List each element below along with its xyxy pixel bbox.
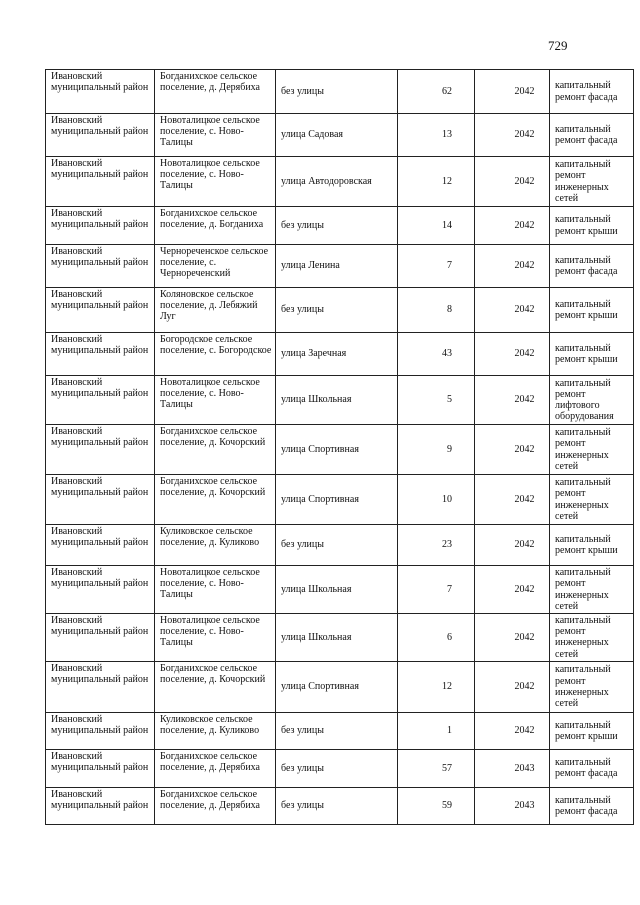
- settlement-cell: Богданихское сельское поселение, д. Кочорский: [155, 475, 276, 525]
- district-cell: Ивановский муниципальный район: [46, 245, 155, 288]
- street-cell: улица Садовая: [276, 114, 398, 157]
- table-row: [46, 207, 634, 245]
- work-type-cell: капитальный ремонт инженерных сетей: [550, 157, 634, 207]
- table-row: [46, 376, 634, 425]
- settlement-cell: Куликовское сельское поселение, д. Куликово: [155, 525, 276, 566]
- table-body: [46, 70, 634, 825]
- table-row: [46, 749, 634, 787]
- house-number-cell: 13: [398, 114, 475, 157]
- district-cell: Ивановский муниципальный район: [46, 525, 155, 566]
- year-cell: 2042: [475, 525, 550, 566]
- settlement-cell: Богданихское сельское поселение, д. Дерябиха: [155, 70, 276, 114]
- settlement-cell: Новоталицкое сельское поселение, с. Ново-Талицы: [155, 376, 276, 425]
- district-cell: Ивановский муниципальный район: [46, 114, 155, 157]
- work-type-cell: капитальный ремонт фасада: [550, 70, 634, 114]
- street-cell: улица Спортивная: [276, 661, 398, 712]
- work-type-cell: капитальный ремонт инженерных сетей: [550, 425, 634, 475]
- table-row: [46, 661, 634, 712]
- table-row: [46, 712, 634, 749]
- district-cell: Ивановский муниципальный район: [46, 288, 155, 333]
- street-cell: улица Спортивная: [276, 475, 398, 525]
- work-type-cell: капитальный ремонт фасада: [550, 787, 634, 824]
- district-cell: Ивановский муниципальный район: [46, 425, 155, 475]
- work-type-cell: капитальный ремонт крыши: [550, 207, 634, 245]
- house-number-cell: 7: [398, 245, 475, 288]
- street-cell: улица Заречная: [276, 333, 398, 376]
- work-type-cell: капитальный ремонт инженерных сетей: [550, 475, 634, 525]
- table-row: [46, 70, 634, 114]
- work-type-cell: капитальный ремонт лифтового оборудования: [550, 376, 634, 425]
- street-cell: улица Спортивная: [276, 425, 398, 475]
- settlement-cell: Новоталицкое сельское поселение, с. Ново-Талицы: [155, 614, 276, 662]
- house-number-cell: 6: [398, 614, 475, 662]
- settlement-cell: Богородское сельское поселение, с. Богородское: [155, 333, 276, 376]
- district-cell: Ивановский муниципальный район: [46, 333, 155, 376]
- settlement-cell: Новоталицкое сельское поселение, с. Ново-Талицы: [155, 114, 276, 157]
- settlement-cell: Богданихское сельское поселение, д. Кочорский: [155, 661, 276, 712]
- house-number-cell: 8: [398, 288, 475, 333]
- street-cell: без улицы: [276, 207, 398, 245]
- work-type-cell: капитальный ремонт инженерных сетей: [550, 661, 634, 712]
- district-cell: Ивановский муниципальный район: [46, 157, 155, 207]
- year-cell: 2042: [475, 207, 550, 245]
- house-number-cell: 12: [398, 661, 475, 712]
- house-number-cell: 62: [398, 70, 475, 114]
- street-cell: улица Ленина: [276, 245, 398, 288]
- table-row: [46, 333, 634, 376]
- house-number-cell: 7: [398, 566, 475, 614]
- district-cell: Ивановский муниципальный район: [46, 475, 155, 525]
- year-cell: 2042: [475, 157, 550, 207]
- street-cell: без улицы: [276, 787, 398, 824]
- table-row: [46, 475, 634, 525]
- year-cell: 2042: [475, 376, 550, 425]
- house-number-cell: 57: [398, 749, 475, 787]
- work-type-cell: капитальный ремонт фасада: [550, 245, 634, 288]
- year-cell: 2042: [475, 614, 550, 662]
- work-type-cell: капитальный ремонт фасада: [550, 114, 634, 157]
- work-type-cell: капитальный ремонт фасада: [550, 749, 634, 787]
- year-cell: 2042: [475, 70, 550, 114]
- street-cell: без улицы: [276, 70, 398, 114]
- year-cell: 2042: [475, 114, 550, 157]
- house-number-cell: 10: [398, 475, 475, 525]
- year-cell: 2042: [475, 425, 550, 475]
- year-cell: 2042: [475, 288, 550, 333]
- table-row: [46, 787, 634, 824]
- year-cell: 2042: [475, 333, 550, 376]
- street-cell: без улицы: [276, 525, 398, 566]
- settlement-cell: Богданихское сельское поселение, д. Дерябиха: [155, 749, 276, 787]
- house-number-cell: 43: [398, 333, 475, 376]
- street-cell: улица Автодоровская: [276, 157, 398, 207]
- settlement-cell: Богданихское сельское поселение, д. Дерябиха: [155, 787, 276, 824]
- table-row: [46, 566, 634, 614]
- district-cell: Ивановский муниципальный район: [46, 661, 155, 712]
- work-type-cell: капитальный ремонт инженерных сетей: [550, 566, 634, 614]
- district-cell: Ивановский муниципальный район: [46, 749, 155, 787]
- district-cell: Ивановский муниципальный район: [46, 787, 155, 824]
- table-row: [46, 288, 634, 333]
- table-row: [46, 245, 634, 288]
- district-cell: Ивановский муниципальный район: [46, 207, 155, 245]
- year-cell: 2043: [475, 787, 550, 824]
- table-row: [46, 157, 634, 207]
- work-type-cell: капитальный ремонт крыши: [550, 712, 634, 749]
- table-row: [46, 114, 634, 157]
- house-number-cell: 5: [398, 376, 475, 425]
- work-type-cell: капитальный ремонт крыши: [550, 525, 634, 566]
- house-number-cell: 12: [398, 157, 475, 207]
- settlement-cell: Новоталицкое сельское поселение, с. Ново-Талицы: [155, 157, 276, 207]
- house-number-cell: 59: [398, 787, 475, 824]
- district-cell: Ивановский муниципальный район: [46, 566, 155, 614]
- settlement-cell: Чернореченское сельское поселение, с. Чернореченский: [155, 245, 276, 288]
- street-cell: улица Школьная: [276, 376, 398, 425]
- settlement-cell: Богданихское сельское поселение, д. Богданиха: [155, 207, 276, 245]
- work-type-cell: капитальный ремонт крыши: [550, 333, 634, 376]
- page-number: 729: [548, 38, 568, 53]
- settlement-cell: Куликовское сельское поселение, д. Куликово: [155, 712, 276, 749]
- street-cell: улица Школьная: [276, 566, 398, 614]
- street-cell: улица Школьная: [276, 614, 398, 662]
- district-cell: Ивановский муниципальный район: [46, 70, 155, 114]
- house-number-cell: 14: [398, 207, 475, 245]
- year-cell: 2042: [475, 661, 550, 712]
- table-row: [46, 425, 634, 475]
- house-number-cell: 23: [398, 525, 475, 566]
- year-cell: 2043: [475, 749, 550, 787]
- year-cell: 2042: [475, 475, 550, 525]
- street-cell: без улицы: [276, 749, 398, 787]
- housing-repair-table: [45, 69, 634, 825]
- year-cell: 2042: [475, 245, 550, 288]
- district-cell: Ивановский муниципальный район: [46, 376, 155, 425]
- year-cell: 2042: [475, 712, 550, 749]
- settlement-cell: Новоталицкое сельское поселение, с. Ново-Талицы: [155, 566, 276, 614]
- district-cell: Ивановский муниципальный район: [46, 614, 155, 662]
- house-number-cell: 1: [398, 712, 475, 749]
- work-type-cell: капитальный ремонт инженерных сетей: [550, 614, 634, 662]
- table-row: [46, 525, 634, 566]
- settlement-cell: Богданихское сельское поселение, д. Кочорский: [155, 425, 276, 475]
- district-cell: Ивановский муниципальный район: [46, 712, 155, 749]
- street-cell: без улицы: [276, 288, 398, 333]
- work-type-cell: капитальный ремонт крыши: [550, 288, 634, 333]
- street-cell: без улицы: [276, 712, 398, 749]
- settlement-cell: Коляновское сельское поселение, д. Лебяжий Луг: [155, 288, 276, 333]
- year-cell: 2042: [475, 566, 550, 614]
- table-row: [46, 614, 634, 662]
- house-number-cell: 9: [398, 425, 475, 475]
